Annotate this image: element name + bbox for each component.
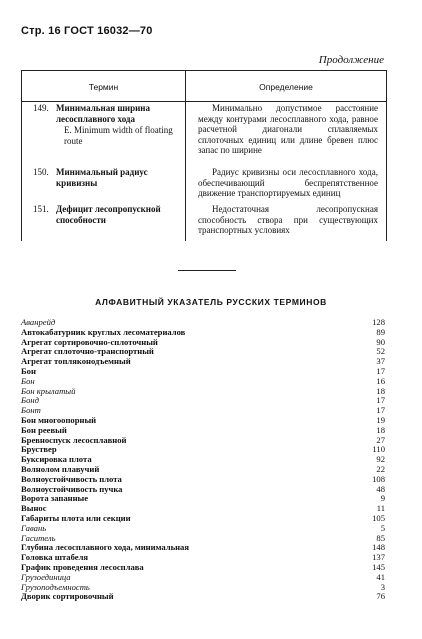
header-term: Термин: [88, 82, 119, 92]
definition-cell: Радиус кривизны оси лесосплавного хода, обеспечивающий беспрепятственное движение транспортируемых единиц: [198, 167, 378, 198]
index-page-number: 108: [372, 473, 385, 484]
term-text: Дефицит лесопропускной способности: [56, 204, 161, 225]
index-page-number: 85: [376, 532, 385, 543]
index-page-number: 137: [372, 552, 385, 563]
index-page-number: 110: [372, 444, 385, 455]
index-page-number: 105: [372, 512, 385, 523]
index-page-number: 92: [376, 454, 385, 465]
index-entry: [21, 387, 385, 397]
index-term: Бон: [21, 365, 36, 376]
index-page-number: 37: [376, 356, 385, 367]
index-page-number: 3: [380, 581, 385, 592]
table-header: [22, 71, 386, 102]
term-number: 150.: [33, 167, 49, 177]
index-term: Автокабатурник круглых лесоматериалов: [21, 326, 186, 337]
index-entry: [21, 367, 385, 377]
header-definition: Определение: [259, 82, 313, 92]
index-page-number: 89: [376, 326, 385, 337]
index-term: Бонд: [21, 395, 39, 406]
index-page-number: 17: [376, 365, 385, 376]
index-term: Агрегат сплоточно-транспортный: [21, 346, 154, 357]
index-page-number: 22: [376, 463, 385, 474]
index-term: Головка штабеля: [21, 552, 89, 563]
alphabetical-index: [21, 318, 385, 602]
definition-cell: Недостаточная лесопропускная способность створа при существующих транспортных условиях: [198, 204, 378, 235]
index-page-number: 11: [376, 503, 385, 514]
index-page-number: 76: [376, 591, 385, 602]
index-entry: [21, 436, 385, 446]
index-term: Бревноспуск лесосплавной: [21, 434, 127, 445]
index-page-number: 19: [376, 414, 385, 425]
index-term: Вынос: [21, 503, 47, 514]
term-english: E. Minimum width of floating route: [64, 125, 173, 146]
index-term: Глубина лесосплавного хода, минимальная: [21, 542, 190, 553]
index-term: Бон крылатый: [21, 385, 76, 396]
index-term: Буксировка плота: [21, 454, 92, 465]
index-entry: [21, 396, 385, 406]
index-entry: [21, 357, 385, 367]
index-page-number: 16: [376, 375, 385, 386]
index-entry: [21, 563, 385, 573]
index-page-number: 128: [372, 317, 385, 327]
index-term: Габариты плота или секции: [21, 512, 131, 523]
index-title: АЛФАВИТНЫЙ УКАЗАТЕЛЬ РУССКИХ ТЕРМИНОВ: [95, 297, 327, 307]
definition-cell: Минимально допустимое расстояние между контурами лесосплавного хода, равное расчетной диагонали сплавляемых сплоточных единиц или длине бревен плюс запас по ширине: [198, 103, 378, 155]
index-page-number: 17: [376, 405, 385, 416]
index-page-number: 41: [376, 571, 385, 582]
index-term: Волноустойчивость плота: [21, 473, 122, 484]
index-page-number: 9: [380, 493, 385, 504]
index-entry: [21, 524, 385, 534]
index-term: Гаситель: [21, 532, 56, 543]
index-entry: [21, 494, 385, 504]
page-header: Стр. 16 ГОСТ 16032—70: [21, 25, 153, 37]
term-number: 149.: [33, 103, 49, 113]
table-row: [22, 204, 386, 238]
continuation-label: Продолжение: [318, 54, 384, 66]
index-term: Бон: [21, 375, 35, 386]
term-text: Минимальный радиус кривизны: [56, 167, 148, 188]
term-number: 151.: [33, 204, 49, 214]
index-page-number: 48: [376, 483, 385, 494]
index-page-number: 5: [380, 522, 385, 533]
index-entry: [21, 416, 385, 426]
index-term: Дворик сортировочный: [21, 591, 114, 602]
index-term: Бон многоопорный: [21, 414, 97, 425]
index-page-number: 90: [376, 336, 385, 347]
index-page-number: 18: [376, 424, 385, 435]
section-separator: [178, 270, 236, 271]
index-term: Аванрейд: [21, 317, 56, 327]
terms-table: [21, 70, 387, 241]
index-page-number: 27: [376, 434, 385, 445]
table-row: [22, 167, 386, 201]
index-term: Бон реевый: [21, 424, 67, 435]
index-entry: [21, 514, 385, 524]
index-entry: [21, 377, 385, 387]
index-term: Агрегат топляконодъемный: [21, 356, 131, 367]
index-term: График проведения лесосплава: [21, 561, 144, 572]
index-term: Ворота запанные: [21, 493, 89, 504]
index-page-number: 18: [376, 385, 385, 396]
term-text: Минимальная ширина лесосплавного хода: [56, 103, 150, 124]
index-term: Агрегат сортировочно-сплоточный: [21, 336, 158, 347]
index-term: Волноустойчивость пучка: [21, 483, 123, 494]
table-row: [22, 103, 386, 163]
index-page-number: 17: [376, 395, 385, 406]
index-page-number: 52: [376, 346, 385, 357]
index-term: Бонт: [21, 405, 41, 416]
index-term: Гавань: [21, 522, 47, 533]
index-term: Грузоединица: [21, 571, 71, 582]
index-page-number: 145: [372, 561, 385, 572]
index-term: Бруствер: [21, 444, 57, 455]
index-term: Волнолом плавучий: [21, 463, 100, 474]
index-term: Грузоподъемность: [21, 581, 90, 592]
index-entry: [21, 592, 385, 602]
index-page-number: 148: [372, 542, 385, 553]
